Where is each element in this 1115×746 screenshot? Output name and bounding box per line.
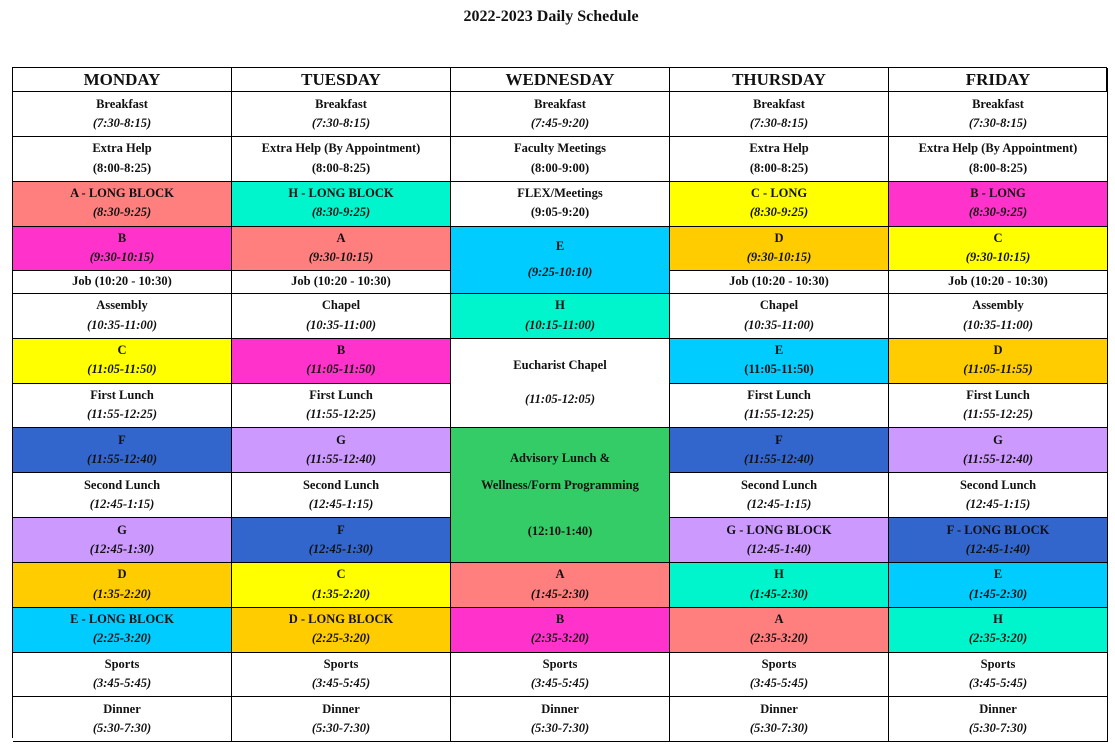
- block-time: (9:30-10:15): [89, 250, 155, 265]
- day-header-monday: MONDAY: [13, 68, 232, 92]
- block-time: (3:45-5:45): [530, 676, 590, 691]
- block-label: G: [993, 432, 1003, 447]
- block-time: (12:45-1:30): [308, 541, 374, 556]
- schedule-table: [12, 67, 1107, 738]
- block-time: (11:05-11:50): [87, 362, 157, 377]
- schedule-cell-sports: [232, 653, 451, 698]
- schedule-cell-f: [670, 428, 889, 473]
- schedule-cell-c: [13, 339, 232, 384]
- schedule-cell-faculty-meetings: [451, 137, 670, 182]
- schedule-cell-second-lunch: [13, 473, 232, 518]
- block-label: C: [336, 567, 346, 582]
- block-label: Sports: [323, 657, 359, 672]
- block-label: B - LONG: [970, 186, 1026, 201]
- block-time: (11:55-12:40): [86, 452, 158, 467]
- block-time: (11:55-12:25): [305, 407, 377, 422]
- block-time: (11:55-12:40): [305, 452, 377, 467]
- schedule-cell-job-10-20-10-30: [670, 271, 889, 293]
- schedule-cell-breakfast: [670, 92, 889, 137]
- block-time: (10:35-11:00): [305, 317, 377, 332]
- block-label-line-2: Wellness/Form Programming: [481, 478, 639, 493]
- block-time: (12:45-1:15): [89, 496, 155, 511]
- schedule-cell-flex-meetings: [451, 182, 670, 227]
- block-time: (10:35-11:00): [962, 317, 1034, 332]
- block-label: Second Lunch: [740, 477, 818, 492]
- block-time: (12:45-1:40): [965, 541, 1031, 556]
- block-label: G - LONG BLOCK: [726, 522, 832, 537]
- block-label: Job (10:20 - 10:30): [72, 274, 172, 289]
- schedule-cell-b: [451, 608, 670, 653]
- block-label: Chapel: [321, 298, 361, 313]
- block-label: Assembly: [972, 298, 1024, 313]
- schedule-cell-first-lunch: [13, 384, 232, 429]
- block-label: H - LONG BLOCK: [288, 186, 394, 201]
- block-label: E: [555, 238, 565, 253]
- schedule-cell-job-10-20-10-30: [232, 271, 451, 293]
- block-label: Dinner: [103, 702, 141, 716]
- block-label: First Lunch: [747, 388, 811, 403]
- block-time: (11:55-12:40): [743, 452, 815, 467]
- day-header-wednesday: WEDNESDAY: [451, 68, 670, 92]
- block-time: (5:30-7:30): [749, 721, 809, 736]
- block-time: (12:45-1:15): [965, 496, 1031, 511]
- schedule-cell-breakfast: [232, 92, 451, 137]
- schedule-cell-breakfast: [451, 92, 670, 137]
- block-time: (5:30-7:30): [92, 721, 152, 736]
- schedule-cell-sports: [670, 653, 889, 698]
- block-time: (8:30-9:25): [749, 205, 809, 220]
- schedule-cell-extra-help-by-appointment: [889, 137, 1108, 182]
- block-label: First Lunch: [309, 388, 373, 403]
- block-time: (12:45-1:15): [746, 496, 812, 511]
- schedule-cell-sports: [451, 653, 670, 698]
- day-header-thursday: THURSDAY: [670, 68, 889, 92]
- schedule-cell-f: [232, 518, 451, 563]
- schedule-cell-f-long-block: [889, 518, 1108, 563]
- schedule-cell-c: [232, 563, 451, 608]
- schedule-cell-sports: [13, 653, 232, 698]
- block-time: (12:45-1:40): [746, 541, 812, 556]
- block-time: (11:05-12:05): [524, 392, 596, 407]
- block-time: (11:05-11:50): [744, 362, 814, 377]
- schedule-cell-extra-help: [670, 137, 889, 182]
- block-time: (11:55-12:25): [743, 407, 815, 422]
- schedule-cell-a-long-block: [13, 182, 232, 227]
- schedule-cell-advisory-lunch: [451, 428, 670, 563]
- schedule-cell-b: [232, 339, 451, 384]
- schedule-cell-g: [13, 518, 232, 563]
- schedule-cell-a: [451, 563, 670, 608]
- block-label: E: [993, 567, 1003, 582]
- block-label: Dinner: [322, 702, 360, 716]
- block-time: (9:05-9:20): [530, 205, 590, 220]
- block-time: (12:45-1:30): [89, 541, 155, 556]
- block-time: (8:00-9:00): [530, 160, 590, 175]
- block-label: Sports: [104, 657, 140, 672]
- block-label: Sports: [542, 657, 578, 672]
- block-label: Job (10:20 - 10:30): [291, 274, 391, 289]
- schedule-cell-d: [13, 563, 232, 608]
- block-label: Dinner: [541, 702, 579, 716]
- schedule-cell-h: [451, 294, 670, 339]
- schedule-cell-c-long: [670, 182, 889, 227]
- block-label: C: [117, 343, 127, 358]
- block-time: (3:45-5:45): [311, 676, 371, 691]
- schedule-cell-dinner: [889, 697, 1108, 742]
- block-time: (9:30-10:15): [308, 250, 374, 265]
- block-label: Breakfast: [315, 96, 367, 111]
- block-time: (2:35-3:20): [530, 631, 590, 646]
- block-label: First Lunch: [90, 388, 154, 403]
- block-time: (8:30-9:25): [92, 205, 152, 220]
- block-time: (11:05-11:50): [306, 362, 376, 377]
- block-time: (2:25-3:20): [311, 631, 371, 646]
- block-label: A: [336, 231, 346, 246]
- schedule-cell-e: [451, 227, 670, 294]
- block-time: (1:45-2:30): [749, 586, 809, 601]
- block-label: Extra Help (By Appointment): [918, 141, 1078, 156]
- block-time: (2:25-3:20): [92, 631, 152, 646]
- schedule-cell-job-10-20-10-30: [889, 271, 1108, 293]
- schedule-cell-chapel: [232, 294, 451, 339]
- block-label: Chapel: [759, 298, 799, 313]
- block-label: Job (10:20 - 10:30): [948, 274, 1048, 289]
- block-time: (9:30-10:15): [746, 250, 812, 265]
- block-time: (8:00-8:25): [968, 160, 1028, 175]
- block-time: (12:45-1:15): [308, 496, 374, 511]
- block-label: Second Lunch: [83, 477, 161, 492]
- block-label: H: [555, 298, 565, 313]
- schedule-cell-a: [670, 608, 889, 653]
- block-label: H: [993, 612, 1003, 627]
- block-time: (9:30-10:15): [965, 250, 1031, 265]
- schedule-cell-d: [670, 227, 889, 272]
- block-label: E - LONG BLOCK: [70, 612, 174, 627]
- block-time: (1:35-2:20): [311, 586, 371, 601]
- schedule-cell-dinner: [670, 697, 889, 742]
- schedule-cell-chapel: [670, 294, 889, 339]
- block-time: (7:30-8:15): [311, 115, 371, 130]
- schedule-cell-h: [889, 608, 1108, 653]
- block-time: (8:30-9:25): [311, 205, 371, 220]
- block-label: Second Lunch: [302, 477, 380, 492]
- block-label: Advisory Lunch &: [509, 450, 611, 465]
- block-label: F: [118, 432, 126, 447]
- block-label: C - LONG: [750, 186, 808, 201]
- schedule-cell-extra-help-by-appointment: [232, 137, 451, 182]
- schedule-cell-g: [889, 428, 1108, 473]
- block-time: (11:55-12:40): [962, 452, 1034, 467]
- block-label: Breakfast: [753, 96, 805, 111]
- block-label: Sports: [761, 657, 797, 672]
- schedule-cell-b-long: [889, 182, 1108, 227]
- block-time: (7:30-8:15): [968, 115, 1028, 130]
- block-time: (8:30-9:25): [968, 205, 1028, 220]
- block-label: B: [117, 231, 127, 246]
- block-label: Assembly: [96, 298, 148, 313]
- block-time: (11:55-12:25): [962, 407, 1034, 422]
- schedule-cell-second-lunch: [232, 473, 451, 518]
- block-label: A: [555, 567, 565, 582]
- schedule-cell-e: [889, 563, 1108, 608]
- schedule-cell-h: [670, 563, 889, 608]
- block-label: G: [336, 432, 346, 447]
- page-title: 2022-2023 Daily Schedule: [463, 8, 639, 25]
- block-time: (9:25-10:10): [527, 265, 593, 280]
- block-time: (3:45-5:45): [749, 676, 809, 691]
- block-label: Extra Help: [749, 141, 809, 156]
- block-label: D: [993, 343, 1003, 358]
- block-label: B: [336, 343, 346, 358]
- block-label: A: [774, 612, 784, 627]
- block-time: (1:45-2:30): [968, 586, 1028, 601]
- block-time: (10:35-11:00): [743, 317, 815, 332]
- block-time: (11:05-11:55): [963, 362, 1033, 377]
- schedule-cell-dinner: [451, 697, 670, 742]
- block-label: A - LONG BLOCK: [70, 186, 174, 201]
- block-time: (8:00-8:25): [311, 160, 371, 175]
- schedule-cell-a: [232, 227, 451, 272]
- block-label: F: [775, 432, 783, 447]
- schedule-cell-dinner: [232, 697, 451, 742]
- schedule-cell-first-lunch: [232, 384, 451, 429]
- schedule-cell-breakfast: [889, 92, 1108, 137]
- schedule-cell-extra-help: [13, 137, 232, 182]
- block-label: FLEX/Meetings: [517, 186, 603, 201]
- block-time: (7:30-8:15): [749, 115, 809, 130]
- day-header-friday: FRIDAY: [889, 68, 1108, 92]
- block-label: F - LONG BLOCK: [946, 522, 1050, 537]
- schedule-cell-job-10-20-10-30: [13, 271, 232, 293]
- schedule-cell-c: [889, 227, 1108, 272]
- schedule-cell-b: [13, 227, 232, 272]
- block-time: (10:15-11:00): [524, 317, 596, 332]
- block-time: (5:30-7:30): [311, 721, 371, 736]
- block-label: Second Lunch: [959, 477, 1037, 492]
- block-label: Faculty Meetings: [514, 141, 606, 156]
- block-time: (11:55-12:25): [86, 407, 158, 422]
- schedule-cell-second-lunch: [889, 473, 1108, 518]
- block-label: Job (10:20 - 10:30): [729, 274, 829, 289]
- schedule-cell-e: [670, 339, 889, 384]
- block-label: C: [993, 231, 1003, 246]
- block-label: G: [117, 522, 127, 537]
- schedule-cell-g: [232, 428, 451, 473]
- schedule-cell-h-long-block: [232, 182, 451, 227]
- block-label: Extra Help (By Appointment): [261, 141, 421, 156]
- block-time: (7:45-9:20): [530, 115, 590, 130]
- block-time: (12:10-1:40): [527, 523, 593, 538]
- block-time: (5:30-7:30): [530, 721, 590, 736]
- block-label: H: [774, 567, 784, 582]
- schedule-cell-first-lunch: [670, 384, 889, 429]
- block-time: (7:30-8:15): [92, 115, 152, 130]
- block-time: (8:00-8:25): [92, 160, 152, 175]
- block-label: Dinner: [979, 702, 1017, 716]
- schedule-cell-breakfast: [13, 92, 232, 137]
- block-label: Breakfast: [534, 96, 586, 111]
- schedule-cell-assembly: [13, 294, 232, 339]
- schedule-cell-e-long-block: [13, 608, 232, 653]
- block-time: (5:30-7:30): [968, 721, 1028, 736]
- block-time: (3:45-5:45): [92, 676, 152, 691]
- block-label: Eucharist Chapel: [513, 358, 607, 373]
- schedule-cell-first-lunch: [889, 384, 1108, 429]
- block-time: (2:35-3:20): [968, 631, 1028, 646]
- schedule-cell-d: [889, 339, 1108, 384]
- day-header-tuesday: TUESDAY: [232, 68, 451, 92]
- block-time: (8:00-8:25): [749, 160, 809, 175]
- block-label: Breakfast: [96, 96, 148, 111]
- block-time: (3:45-5:45): [968, 676, 1028, 691]
- block-label: First Lunch: [966, 388, 1030, 403]
- block-time: (1:45-2:30): [530, 586, 590, 601]
- schedule-cell-assembly: [889, 294, 1108, 339]
- block-label: D - LONG BLOCK: [288, 612, 394, 627]
- block-label: D: [117, 567, 127, 582]
- schedule-cell-second-lunch: [670, 473, 889, 518]
- block-label: Dinner: [760, 702, 798, 716]
- block-time: (10:35-11:00): [86, 317, 158, 332]
- schedule-cell-dinner: [13, 697, 232, 742]
- block-label: Extra Help: [92, 141, 152, 156]
- block-label: D: [774, 231, 784, 246]
- schedule-cell-f: [13, 428, 232, 473]
- schedule-cell-sports: [889, 653, 1108, 698]
- block-time: (1:35-2:20): [92, 586, 152, 601]
- block-time: (2:35-3:20): [749, 631, 809, 646]
- block-label: F: [337, 522, 345, 537]
- block-label: B: [555, 612, 565, 627]
- schedule-cell-d-long-block: [232, 608, 451, 653]
- block-label: Breakfast: [972, 96, 1024, 111]
- block-label: E: [774, 343, 784, 358]
- schedule-cell-eucharist-chapel: [451, 339, 670, 429]
- schedule-cell-g-long-block: [670, 518, 889, 563]
- block-label: Sports: [980, 657, 1016, 672]
